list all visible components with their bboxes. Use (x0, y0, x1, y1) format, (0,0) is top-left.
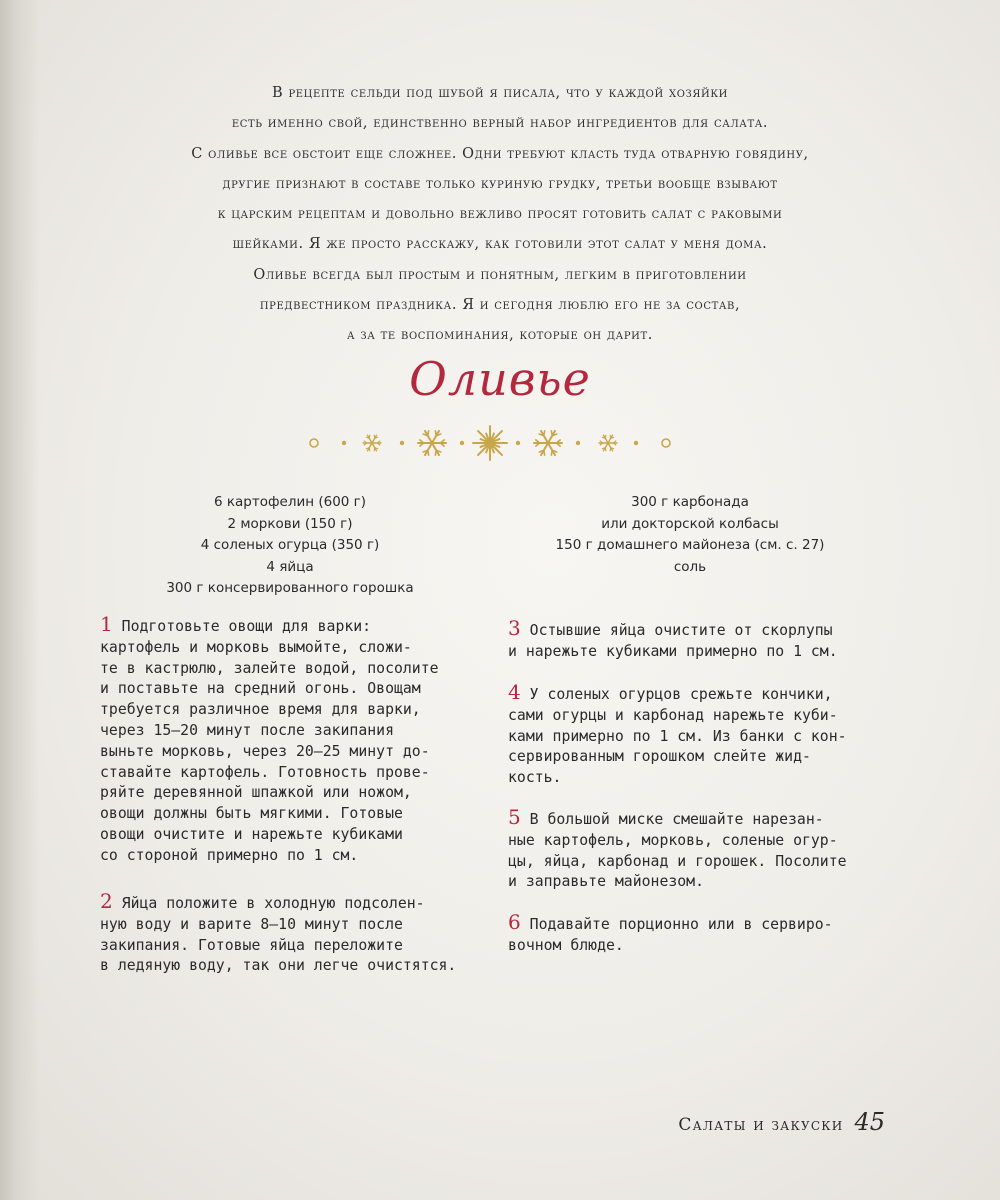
ingredient-item: 300 г карбонада (631, 494, 749, 510)
step-line: ные картофель, морковь, соленые огур- (508, 831, 838, 849)
step-line: Яйца положите в холодную подсолен- (121, 895, 425, 912)
step-line: сервированным горошком слейте жид- (508, 748, 811, 766)
intro-line: предвестником праздника. Я и сегодня люблю его не за состав, (259, 297, 741, 314)
step-line: через 15–20 минут после закипания (100, 721, 394, 739)
step-line: Подавайте порционно или в сервиро- (529, 916, 833, 933)
ingredients-right-column (510, 492, 870, 578)
intro-line: к царским рецептам и довольно вежливо просят готовить салат с раковыми (217, 206, 783, 223)
step-number: 1 (100, 612, 113, 636)
ingredient-item: 6 картофелин (600 г) (213, 494, 367, 510)
step-4 (508, 680, 847, 789)
step-line: У соленых огурцов срежьте кончики, (529, 686, 833, 703)
step-2 (100, 889, 457, 977)
intro-line: другие признают в составе только куриную грудку, третьи вообще взывают (222, 175, 778, 192)
step-line: Остывшие яйца очистите от скорлупы (529, 622, 833, 639)
ornament-dot (460, 441, 464, 445)
ingredient-item: соль (673, 558, 707, 575)
star-burst-icon (473, 426, 507, 460)
step-line: ставайте картофель. Готовность прове- (100, 763, 430, 781)
snowflake-icon (599, 435, 617, 451)
snowflake-icon (418, 431, 446, 455)
intro-line: Оливье всегда был простым и понятным, легким в приготовлении (253, 266, 747, 283)
ornament-dot (576, 441, 580, 445)
intro-paragraph (110, 78, 890, 351)
ingredient-item: 150 г домашнего майонеза (см. с. 27) (555, 537, 825, 553)
ingredients-left-column (130, 492, 450, 600)
intro-line: есть именно свой, единственно верный набор ингредиентов для салата. (231, 115, 769, 132)
step-5 (508, 805, 847, 893)
intro-line: шейками. Я же просто расскажу, как готовили этот салат у меня дома. (232, 236, 768, 253)
step-line: закипания. Готовые яйца переложите (100, 936, 403, 954)
ornament-ring (310, 439, 318, 447)
step-1 (100, 612, 439, 867)
step-line: цы, яйца, карбонад и горошек. Посолите (508, 852, 847, 870)
step-line: кость. (508, 769, 562, 787)
ornament-dot (516, 441, 520, 445)
step-line: те в кастрюлю, залейте водой, посолите (100, 659, 439, 677)
step-number: 6 (508, 910, 521, 934)
ingredient-item: 4 яйца (266, 558, 314, 575)
step-line: ряйте деревянной шпажкой или ножом, (100, 784, 412, 802)
step-line: требуется различное время для варки, (100, 701, 421, 719)
ingredient-item: или докторской колбасы (601, 515, 779, 532)
page-binding-shadow (0, 0, 40, 1200)
ingredient-item: 4 соленых огурца (350 г) (200, 537, 380, 553)
step-line: ную воду и варите 8–10 минут после (100, 915, 403, 933)
step-line: выньте морковь, через 20–25 минут до- (100, 742, 430, 760)
page-number: 45 (854, 1108, 885, 1136)
step-line: овощи должны быть мягкими. Готовые (100, 805, 403, 823)
step-line: В большой миске смешайте нарезан- (529, 811, 824, 828)
step-line: в ледяную воду, так они легче очистятся. (100, 957, 457, 975)
step-6 (508, 910, 833, 957)
ornament-dot (400, 441, 404, 445)
step-line: Подготовьте овощи для варки: (121, 618, 372, 635)
intro-line: а за те воспоминания, которые он дарит. (347, 327, 653, 344)
step-number: 2 (100, 889, 113, 913)
step-number: 3 (508, 616, 521, 640)
step-line: вочном блюде. (508, 936, 624, 954)
step-line: картофель и морковь вымойте, сложи- (100, 638, 412, 656)
section-name: Салаты и закуски (678, 1115, 844, 1135)
ornament-ring (662, 439, 670, 447)
step-number: 5 (508, 805, 521, 829)
step-line: и нарежьте кубиками примерно по 1 см. (508, 642, 838, 660)
step-line: со стороной примерно по 1 см. (100, 846, 359, 864)
ornament-dot (634, 441, 638, 445)
step-line: ками примерно по 1 см. Из банки с кон- (508, 727, 847, 745)
ingredient-item: 2 моркови (150 г) (227, 515, 353, 532)
step-line: и поставьте на средний огонь. Овощам (100, 680, 421, 698)
recipe-title: Оливье (409, 352, 591, 406)
step-3 (508, 616, 838, 663)
step-number: 4 (508, 680, 521, 704)
step-line: и заправьте майонезом. (508, 873, 704, 891)
step-line: сами огурцы и карбонад нарежьте куби- (508, 706, 838, 724)
snowflake-icon (534, 431, 562, 455)
snowflake-icon (363, 435, 381, 451)
page-footer (678, 1108, 885, 1136)
ornament-dot (342, 441, 346, 445)
step-line: овощи очистите и нарежьте кубиками (100, 825, 403, 843)
intro-line: В рецепте сельди под шубой я писала, что у каждой хозяйки (271, 85, 729, 101)
snowflake-ornament (300, 423, 680, 463)
ingredient-item: 300 г консервированного горошка (166, 580, 414, 596)
intro-line: С оливье все обстоит еще сложнее. Одни требуют класть туда отварную говядину, (191, 145, 809, 162)
